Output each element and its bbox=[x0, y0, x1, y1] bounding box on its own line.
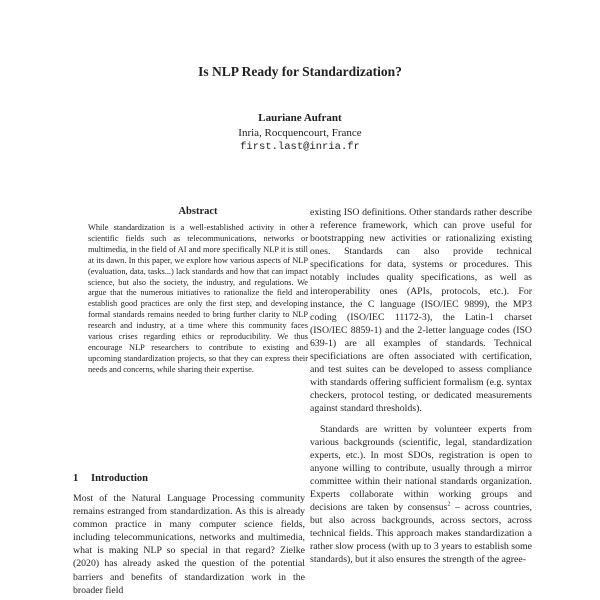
introduction-body: Most of the Natural Language Processing community remains estranged from standardization. As this is already common practice in many computer science fields, including telecommunications, networks and multimedia, what is making NLP so special in that regard? Zielke (2020) has already asked the question of the potential barriers and benefits of standardization work in the broader field bbox=[73, 493, 305, 596]
section-title: Introduction bbox=[91, 473, 148, 484]
abstract-body: While standardization is a well-established activity in other scientific fields such as telecommunications, networks or multimedia, in the field of AI and more specifically NLP it is still at its dawn. In this paper, we explore how various aspects of NLP (evaluation, data, tasks...) lack standards and how that can impact science, but also the society, the industry, and regulations. We argue that the numerous initiatives to rationalize the field and establish good practices are only the first step, and developing formal standards remains needed to bring further clarity to NLP research and industry, at a time where this community faces various crises regarding ethics or reproducibility. We thus encourage NLP researchers to contribute to existing and upcoming standardization projects, so that they can express their needs and concerns, while sharing their expertise. bbox=[88, 223, 308, 374]
abstract-heading: Abstract bbox=[178, 206, 218, 217]
right-column-paragraph-1: existing ISO definitions. Other standards rather describe a reference framework, which can prove useful for bootstrapping new activities or rationalizing existing ones. Standards can also provide technical specifications for data, systems or procedures. This notably includes quality specifications, as well as interoperability ones (APIs, protocols, etc.). For instance, the C language (ISO/IEC 9899), the MP3 coding (ISO/IEC 11172-3), the Latin-1 charset (ISO/IEC 8859-1) and the 2-letter language codes (ISO 639-1) are all examples of standards. Technical specificiations are often associated with certification, and test suites can be developed to assess compliance with standards offering sufficient formalism (e.g. syntax checkers, protocol testing, or dedicated measurements against standard thresholds). bbox=[310, 207, 532, 415]
footnote-marker[interactable]: 2 bbox=[447, 501, 451, 508]
paragraph-2-text-a: Standards are written by volunteer experts from various backgrounds (scientific, legal, standardization experts, etc.). In most SDOs, registration is open to anyone willing to contribute, usually through a mirror committee within their national standards organization. Experts collaborate within working groups and decisions are taken by consensus bbox=[310, 423, 532, 514]
right-column-paragraph-2 bbox=[310, 423, 532, 567]
author-name: Lauriane Aufrant bbox=[258, 112, 342, 124]
author-affiliation: Inria, Rocquencourt, France bbox=[238, 127, 362, 139]
section-number: 1 bbox=[73, 473, 79, 484]
paragraph-2-text-b: – across countries, but also across backgrounds, across sectors, across technical fields. This approach makes standardization a rather slow process (with up to 3 years to establish some standards), but it also ensures the strength of the agree- bbox=[310, 502, 532, 566]
right-column bbox=[310, 206, 532, 567]
author-email: first.last@inria.fr bbox=[240, 141, 360, 153]
paper-title: Is NLP Ready for Standardization? bbox=[198, 64, 402, 79]
section-heading-introduction bbox=[73, 473, 148, 484]
